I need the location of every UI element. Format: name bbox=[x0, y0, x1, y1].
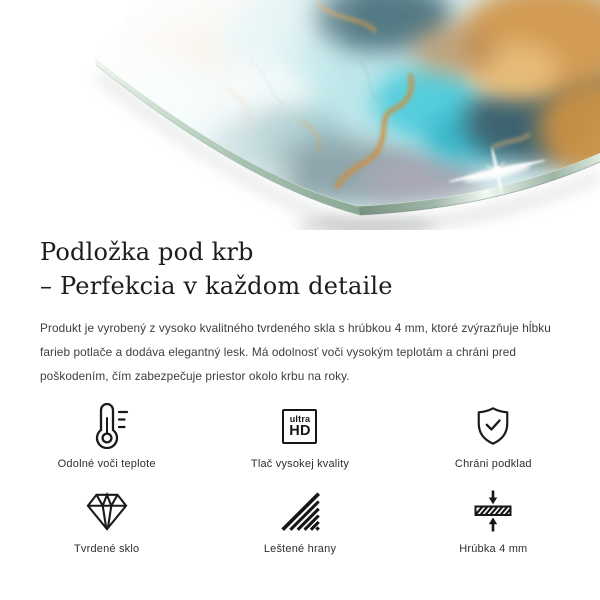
description-line: Produkt je vyrobený z vysoko kvalitného tvrdeného skla s hrúbkou 4 mm, ktoré zvýrazňuje hĺbku bbox=[40, 321, 551, 335]
product-description-section bbox=[0, 235, 600, 388]
thermometer-icon bbox=[84, 402, 130, 450]
feature-item-print-quality bbox=[203, 402, 396, 470]
polished-edges-icon bbox=[279, 487, 321, 535]
marble-print bbox=[0, 0, 600, 230]
feature-item-polished-edges bbox=[203, 487, 396, 555]
description-line: poškodením, čím zabezpečuje priestor okolo krbu na roky. bbox=[40, 369, 350, 383]
feature-item-heat-resistant bbox=[10, 402, 203, 470]
page-title bbox=[40, 235, 560, 303]
feature-grid bbox=[10, 402, 590, 555]
glass-panel-illustration bbox=[0, 0, 600, 230]
product-description bbox=[40, 316, 560, 388]
feature-item-thickness bbox=[397, 487, 590, 555]
ultra-hd-icon bbox=[282, 402, 317, 450]
ultra-hd-icon-text-bottom: HD bbox=[289, 422, 311, 439]
feature-label: Chráni podklad bbox=[454, 458, 532, 470]
feature-label: Tlač vysokej kvality bbox=[250, 458, 350, 470]
description-line: farieb potlače a dodáva elegantný lesk. Má odolnosť voči vysokým teplotám a chráni pred bbox=[40, 345, 517, 359]
feature-label: Hrúbka 4 mm bbox=[459, 543, 528, 555]
page-title-line2: – Perfekcia v každom detaile bbox=[40, 272, 393, 300]
feature-item-tempered-glass bbox=[10, 487, 203, 555]
feature-item-protects-surface bbox=[397, 402, 590, 470]
feature-label: Odolné voči teplote bbox=[57, 458, 156, 470]
feature-label: Tvrdené sklo bbox=[73, 543, 140, 555]
page-title-line1: Podložka pod krb bbox=[40, 238, 254, 266]
product-photo bbox=[0, 0, 600, 230]
shield-check-icon bbox=[474, 402, 512, 450]
feature-label: Leštené hrany bbox=[263, 543, 337, 555]
thickness-arrows-icon bbox=[470, 487, 516, 535]
diamond-icon bbox=[84, 487, 130, 535]
ultra-hd-icon-text-top: ultra bbox=[289, 413, 311, 424]
